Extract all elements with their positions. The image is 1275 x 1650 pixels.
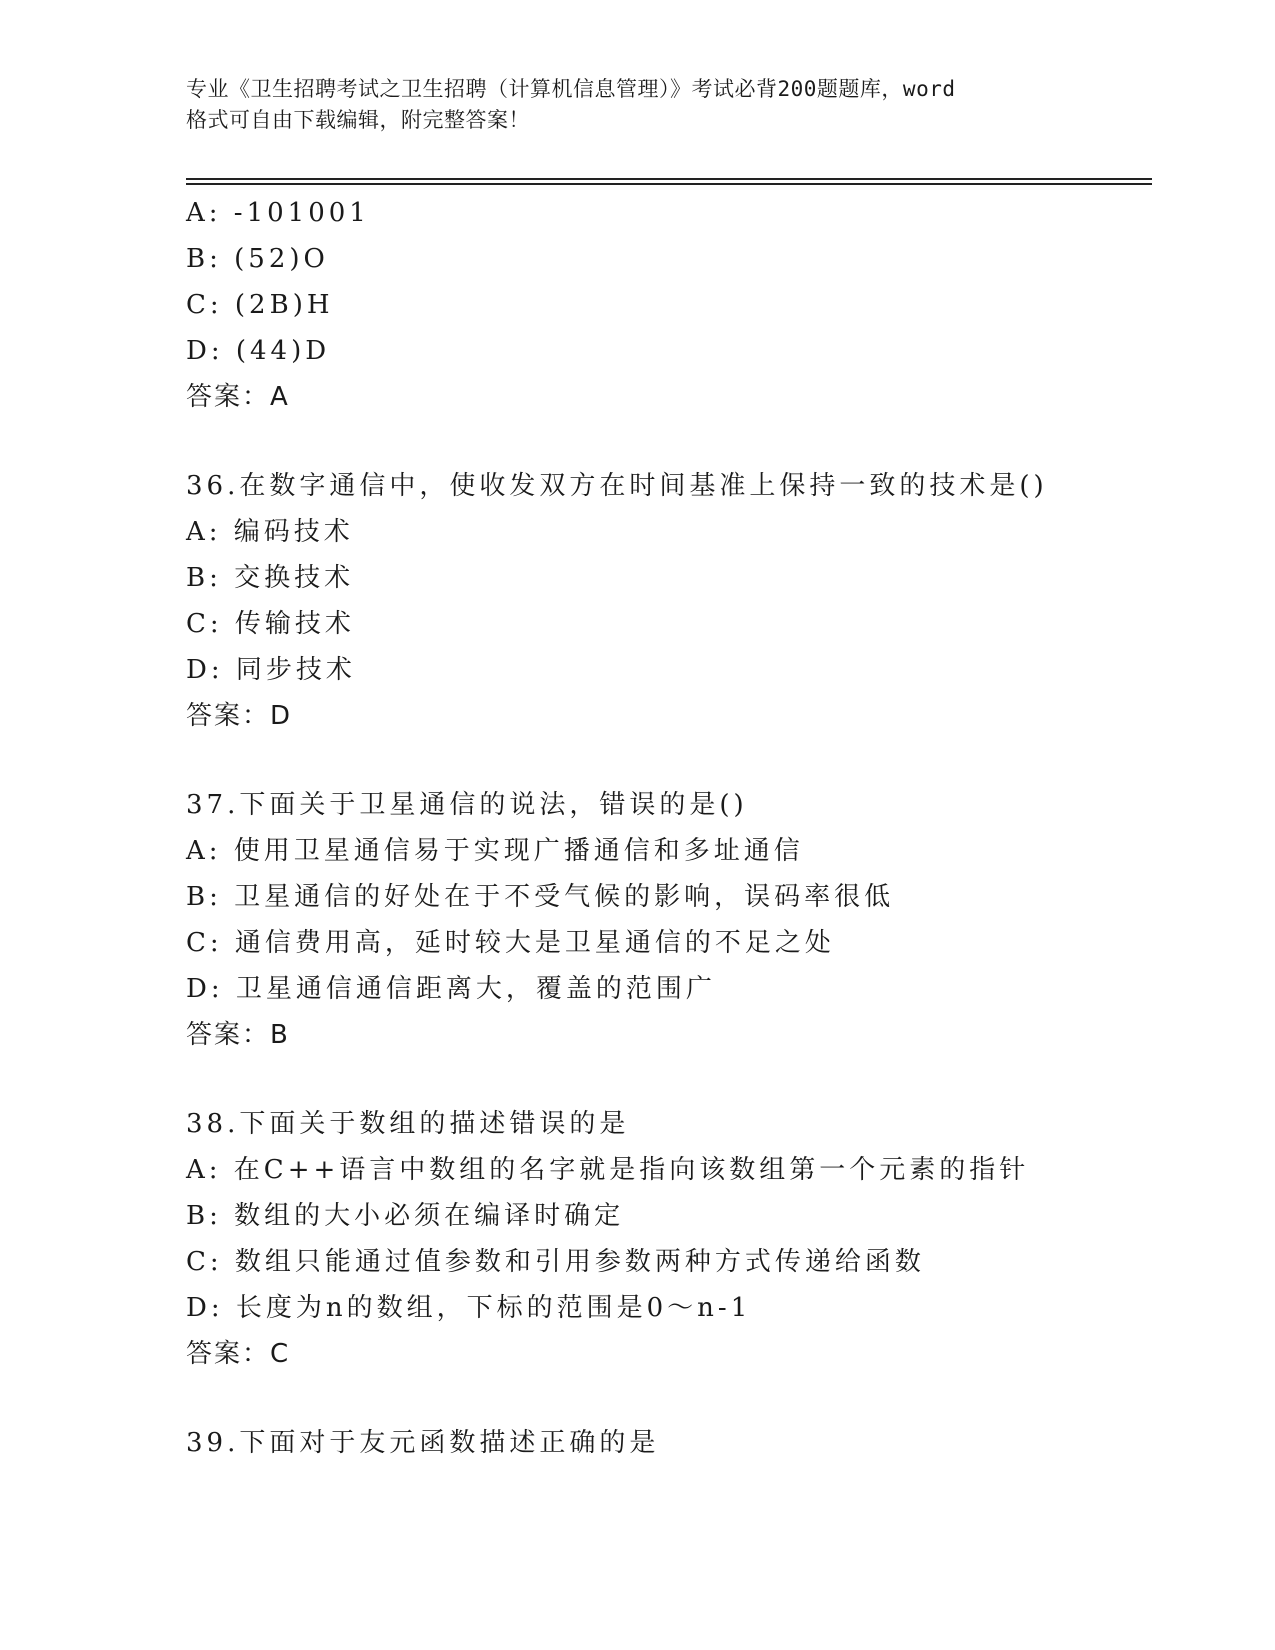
- option-b: B: 数组的大小必须在编译时确定: [186, 1201, 625, 1231]
- option-b: B: (52)O: [186, 244, 329, 274]
- option-a: A: 使用卫星通信易于实现广播通信和多址通信: [186, 836, 804, 866]
- answer-line: 答案：B: [186, 1020, 290, 1050]
- question-block-37: [186, 782, 1166, 1058]
- option-d: D: 卫星通信通信距离大，覆盖的范围广: [186, 974, 716, 1004]
- option-c: C: 通信费用高，延时较大是卫星通信的不足之处: [186, 928, 835, 958]
- answer-line: 答案：D: [186, 701, 293, 731]
- document-header: [186, 74, 1106, 136]
- header-divider-bottom: [186, 183, 1152, 185]
- option-c: C: 传输技术: [186, 609, 355, 639]
- question-stem: 37.下面关于卫星通信的说法，错误的是(): [186, 790, 748, 820]
- question-block-38: [186, 1101, 1166, 1377]
- option-c: C: (2B)H: [186, 290, 334, 320]
- option-b: B: 交换技术: [186, 563, 355, 593]
- question-list: [186, 190, 1166, 1466]
- option-b: B: 卫星通信的好处在于不受气候的影响，误码率很低: [186, 882, 895, 912]
- question-stem: 38.下面关于数组的描述错误的是: [186, 1109, 630, 1139]
- question-block-39: [186, 1420, 1166, 1466]
- header-line-2: 格式可自由下载编辑，附完整答案！: [186, 108, 530, 132]
- header-line-1: 专业《卫生招聘考试之卫生招聘（计算机信息管理）》考试必背200题题库，word: [186, 77, 956, 101]
- option-a: A: 在C++语言中数组的名字就是指向该数组第一个元素的指针: [186, 1155, 1030, 1185]
- answer-line: 答案：C: [186, 1339, 291, 1369]
- answer-line: 答案：A: [186, 382, 290, 412]
- question-stem: 36.在数字通信中，使收发双方在时间基准上保持一致的技术是(): [186, 471, 1048, 501]
- option-a: A: -101001: [186, 198, 370, 228]
- header-divider-top: [186, 178, 1152, 180]
- option-c: C: 数组只能通过值参数和引用参数两种方式传递给函数: [186, 1247, 925, 1277]
- question-block-36: [186, 463, 1166, 739]
- option-d: D: 同步技术: [186, 655, 356, 685]
- option-a: A: 编码技术: [186, 517, 354, 547]
- question-block-35: [186, 190, 1166, 420]
- option-d: D: 长度为n的数组，下标的范围是0～n-1: [186, 1293, 752, 1323]
- question-stem: 39.下面对于友元函数描述正确的是: [186, 1428, 660, 1458]
- option-d: D: (44)D: [186, 336, 331, 366]
